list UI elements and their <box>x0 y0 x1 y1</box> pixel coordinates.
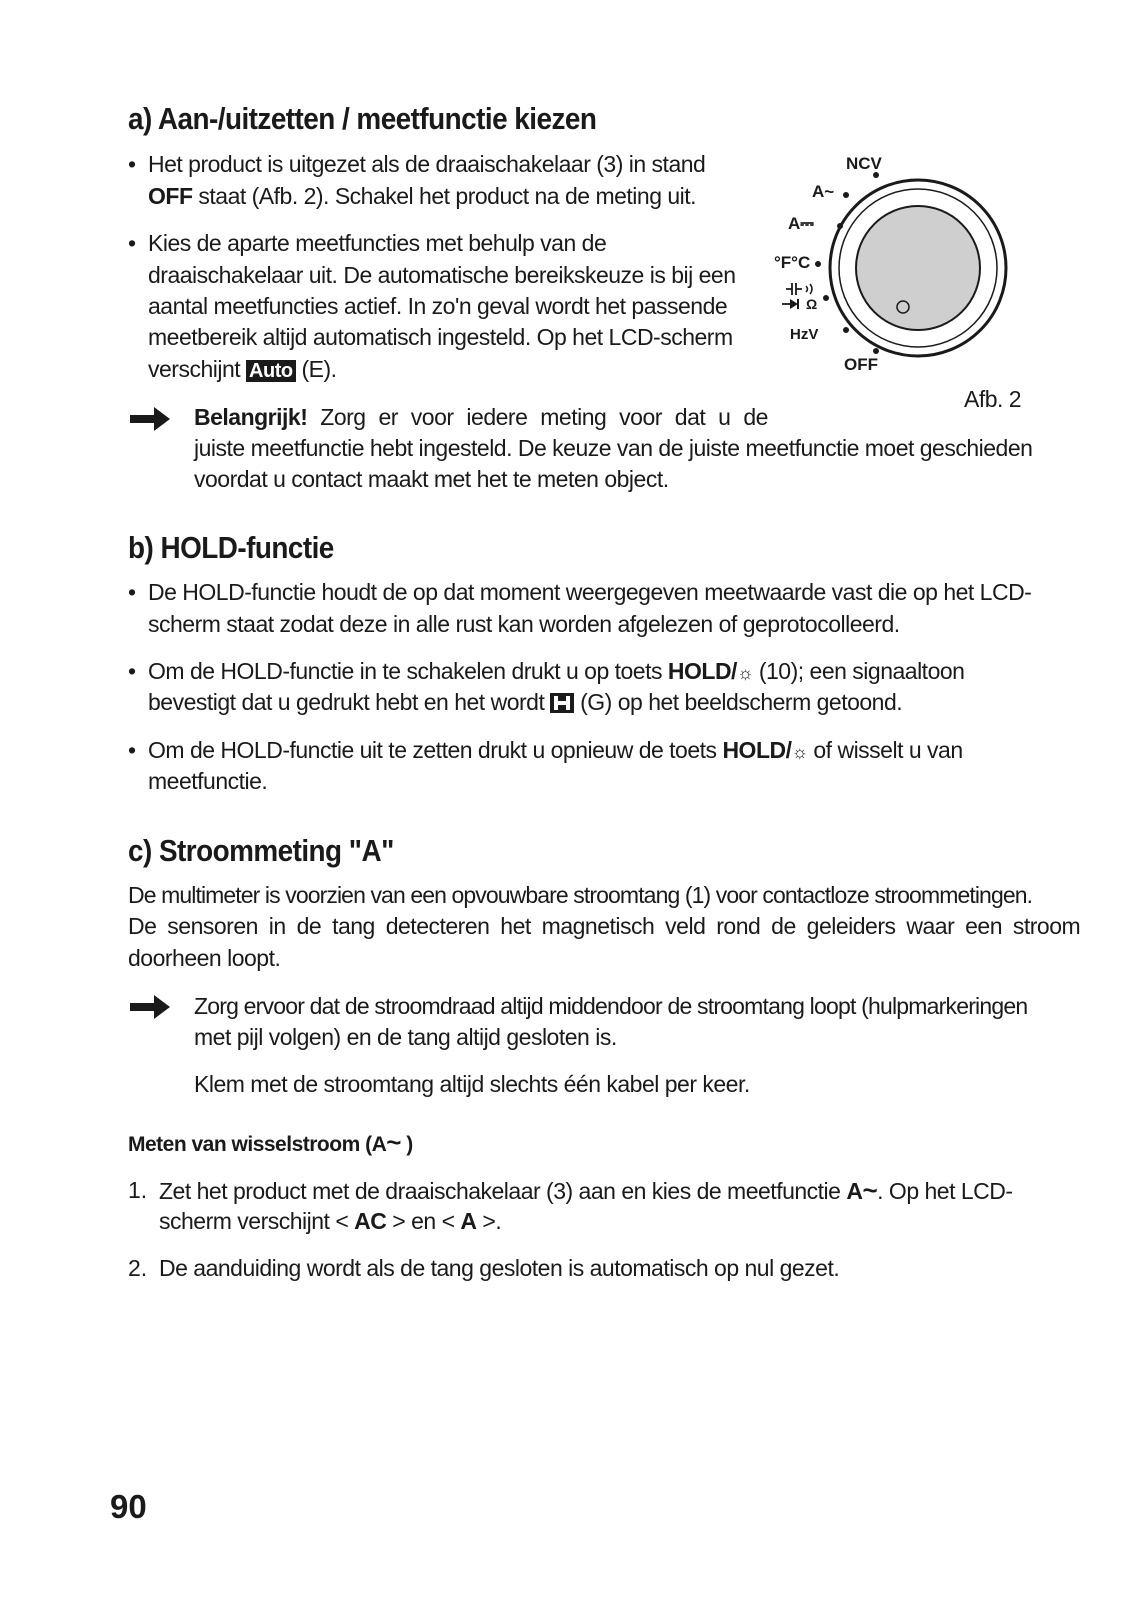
current-para-line3: doorheen loopt. <box>128 945 281 971</box>
dial-label-hzv: HzV <box>790 326 819 343</box>
arrow-right-icon <box>128 404 172 434</box>
hold-indicator-icon <box>550 693 574 713</box>
bullet-select-function-line2: draaischakelaar uit. De automatische bereikskeuze is bij een <box>148 262 736 288</box>
bullet-off-state-line2: OFF staat (Afb. 2). Schakel het product na de meting uit. <box>148 183 697 209</box>
bullet-hold-description-line2: scherm staat zodat deze in alle rust kan worden afgelezen of geprotocolleerd. <box>148 611 900 637</box>
dial-label-ncv: NCV <box>846 154 882 173</box>
heading-section-a: a) Aan-/uitzetten / meetfunctie kiezen <box>128 101 597 136</box>
bullet-select-function-line4: meetbereik altijd automatisch ingesteld. Op het LCD-scherm <box>148 324 733 350</box>
auto-badge: Auto <box>246 360 296 382</box>
step1-line2: scherm verschijnt < AC > en < A >. <box>159 1208 502 1234</box>
heading-section-c: c) Stroommeting "A" <box>128 833 394 868</box>
bullet-hold-disable-line2: meetfunctie. <box>148 768 268 794</box>
ac-wave-icon: ~ <box>386 1127 401 1157</box>
dial-label-a-ac: A~ <box>812 182 835 201</box>
bullet-select-function: • Kies de aparte meetfuncties met behulp van de <box>148 227 606 259</box>
bullet-off-state: • Het product is uitgezet als de draaischakelaar (3) in stand <box>148 148 705 180</box>
bullet-hold-disable: • Om de HOLD-functie uit te zetten drukt u opnieuw de toets HOLD/☼ of wisselt u van <box>148 734 963 768</box>
bullet-hold-enable-line2: bevestigt dat u gedrukt hebt en het wordt (G) op het beeldscherm getoond. <box>148 689 903 715</box>
bullet-select-function-line5: verschijnt Auto (E). <box>148 356 337 382</box>
step2-number: 2. <box>128 1255 148 1281</box>
sun-icon: ☼ <box>736 663 753 683</box>
step1-number: 1. <box>128 1177 148 1203</box>
bullet-select-function-line3: aantal meetfuncties actief. In zo'n geval wordt het passende <box>148 293 728 319</box>
step2-text: De aanduiding wordt als de tang gesloten is automatisch op nul gezet. <box>159 1255 840 1281</box>
current-para-line2: De sensoren in de tang detecteren het magnetisch veld rond de geleiders waar een stroom <box>128 913 1081 939</box>
sun-icon: ☼ <box>791 742 808 762</box>
current-para-line1: De multimeter is voorzien van een opvouwbare stroomtang (1) voor contactloze stroommetingen. <box>128 882 1033 908</box>
subheading-ac-measurement: Meten van wisselstroom (A~ ) <box>128 1127 413 1157</box>
clamp-note-line3: Klem met de stroomtang altijd slechts één kabel per keer. <box>194 1071 750 1097</box>
figure-caption: Afb. 2 <box>964 386 1022 412</box>
arrow-right-icon <box>128 992 172 1022</box>
dial-label-temp: °F°C <box>774 253 811 272</box>
ac-wave-icon: ~ <box>862 1175 878 1205</box>
dial-label-a-dc: A⎓ <box>788 214 814 233</box>
dial-label-ohm: Ω <box>806 296 818 312</box>
clamp-note-line1: Zorg ervoor dat de stroomdraad altijd middendoor de stroomtang loopt (hulpmarkeringen <box>194 993 1028 1019</box>
important-note-line3: voordat u contact maakt met het te meten object. <box>194 466 669 492</box>
heading-section-b: b) HOLD-functie <box>128 530 334 565</box>
clamp-note-line2: met pijl volgen) en de tang altijd gesloten is. <box>194 1024 617 1050</box>
page-number: 90 <box>110 1488 147 1525</box>
important-note-line1: Belangrijk! Zorg er voor iedere meting voor dat u de <box>194 404 768 430</box>
rotary-switch-figure <box>770 150 1020 380</box>
dial-label-off: OFF <box>844 355 878 374</box>
important-note-line2: juiste meetfunctie hebt ingesteld. De keuze van de juiste meetfunctie moet geschieden <box>194 435 1033 461</box>
step1-line1: Zet het product met de draaischakelaar (3) aan en kies de meetfunctie A~. Op het LCD- <box>159 1175 1013 1205</box>
bullet-hold-enable: • Om de HOLD-functie in te schakelen drukt u op toets HOLD/☼ (10); een signaaltoon <box>148 655 964 689</box>
bullet-hold-description: • De HOLD-functie houdt de op dat moment weergegeven meetwaarde vast die op het LCD- <box>148 576 1031 608</box>
